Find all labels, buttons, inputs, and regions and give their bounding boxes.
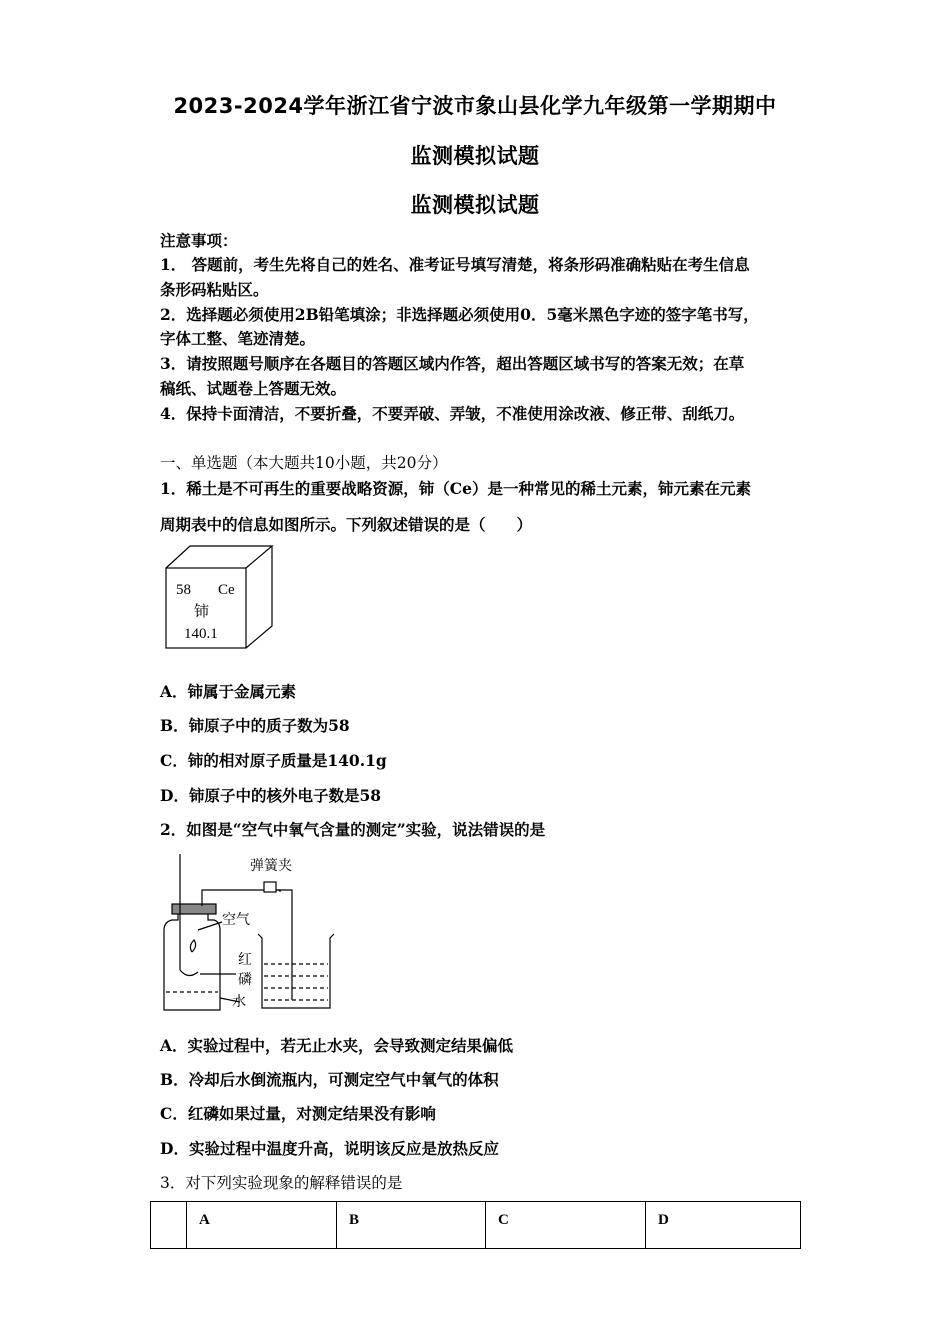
cerium-element-cube <box>164 544 276 650</box>
label-phos: 磷 <box>238 972 252 988</box>
table-header-a: A <box>187 1202 337 1249</box>
q2-option-a[interactable]: A．实验过程中，若无止水夹，会导致测定结果偏低 <box>160 1036 514 1055</box>
doc-title-line3: 监测模拟试题 <box>410 193 540 217</box>
q2-option-b[interactable]: B．冷却后水倒流瓶内，可测定空气中氧气的体积 <box>160 1070 499 1089</box>
label-red: 红 <box>238 952 252 968</box>
q1-option-a[interactable]: A．铈属于金属元素 <box>160 682 297 701</box>
q1-option-d[interactable]: D．铈原子中的核外电子数是58 <box>160 786 382 805</box>
notice-item-4: 4．保持卡面清洁，不要折叠，不要弄破、弄皱，不准使用涂改液、修正带、刮纸刀。 <box>160 404 745 423</box>
doc-title-line1: 2023-2024学年浙江省宁波市象山县化学九年级第一学期期中 <box>173 94 777 118</box>
element-number: 58 <box>176 582 191 598</box>
label-clamp: 弹簧夹 <box>250 858 292 874</box>
notice-heading: 注意事项： <box>160 231 238 250</box>
notice-item-3a: 3．请按照题号顺序在各题目的答题区域内作答，超出答题区域书写的答案无效；在草 <box>160 354 745 373</box>
q1-stem-a: 1．稀土是不可再生的重要战略资源，铈（Ce）是一种常见的稀土元素，铈元素在元素 <box>160 479 751 498</box>
notice-item-3b: 稿纸、试题卷上答题无效。 <box>160 379 347 398</box>
oxygen-experiment-figure <box>158 850 338 1016</box>
notice-item-2a: 2．选择题必须使用2B铅笔填涂；非选择题必须使用0．5毫米黑色字迹的签字笔书写， <box>160 305 759 324</box>
label-air: 空气 <box>222 912 250 928</box>
element-symbol: Ce <box>218 582 235 598</box>
label-water: 水 <box>232 994 246 1010</box>
doc-title-line2: 监测模拟试题 <box>410 144 540 168</box>
notice-item-1a: 1． 答题前，考生先将自己的姓名、准考证号填写清楚，将条形码准确粘贴在考生信息 <box>160 255 750 274</box>
table-row <box>151 1202 801 1249</box>
q3-stem: 3．对下列实验现象的解释错误的是 <box>160 1174 403 1192</box>
q1-option-c[interactable]: C．铈的相对原子质量是140.1g <box>160 751 387 770</box>
element-name: 铈 <box>194 602 210 620</box>
q1-option-b[interactable]: B．铈原子中的质子数为58 <box>160 716 350 735</box>
notice-item-2b: 字体工整、笔迹清楚。 <box>160 329 316 348</box>
q2-option-c[interactable]: C．红磷如果过量，对测定结果没有影响 <box>160 1104 436 1123</box>
notice-item-1b: 条形码粘贴区。 <box>160 280 269 299</box>
q2-option-d[interactable]: D．实验过程中温度升高，说明该反应是放热反应 <box>160 1139 499 1158</box>
table-cell-blank <box>151 1202 187 1249</box>
q2-stem: 2．如图是“空气中氧气含量的测定”实验，说法错误的是 <box>160 820 546 839</box>
table-header-b: B <box>337 1202 486 1249</box>
section-heading: 一、单选题（本大题共10小题，共20分） <box>160 454 448 472</box>
element-mass: 140.1 <box>184 626 218 642</box>
table-header-d: D <box>646 1202 801 1249</box>
table-header-c: C <box>486 1202 646 1249</box>
q1-stem-b: 周期表中的信息如图所示。下列叙述错误的是（ ） <box>160 515 533 534</box>
q3-table <box>150 1201 801 1249</box>
